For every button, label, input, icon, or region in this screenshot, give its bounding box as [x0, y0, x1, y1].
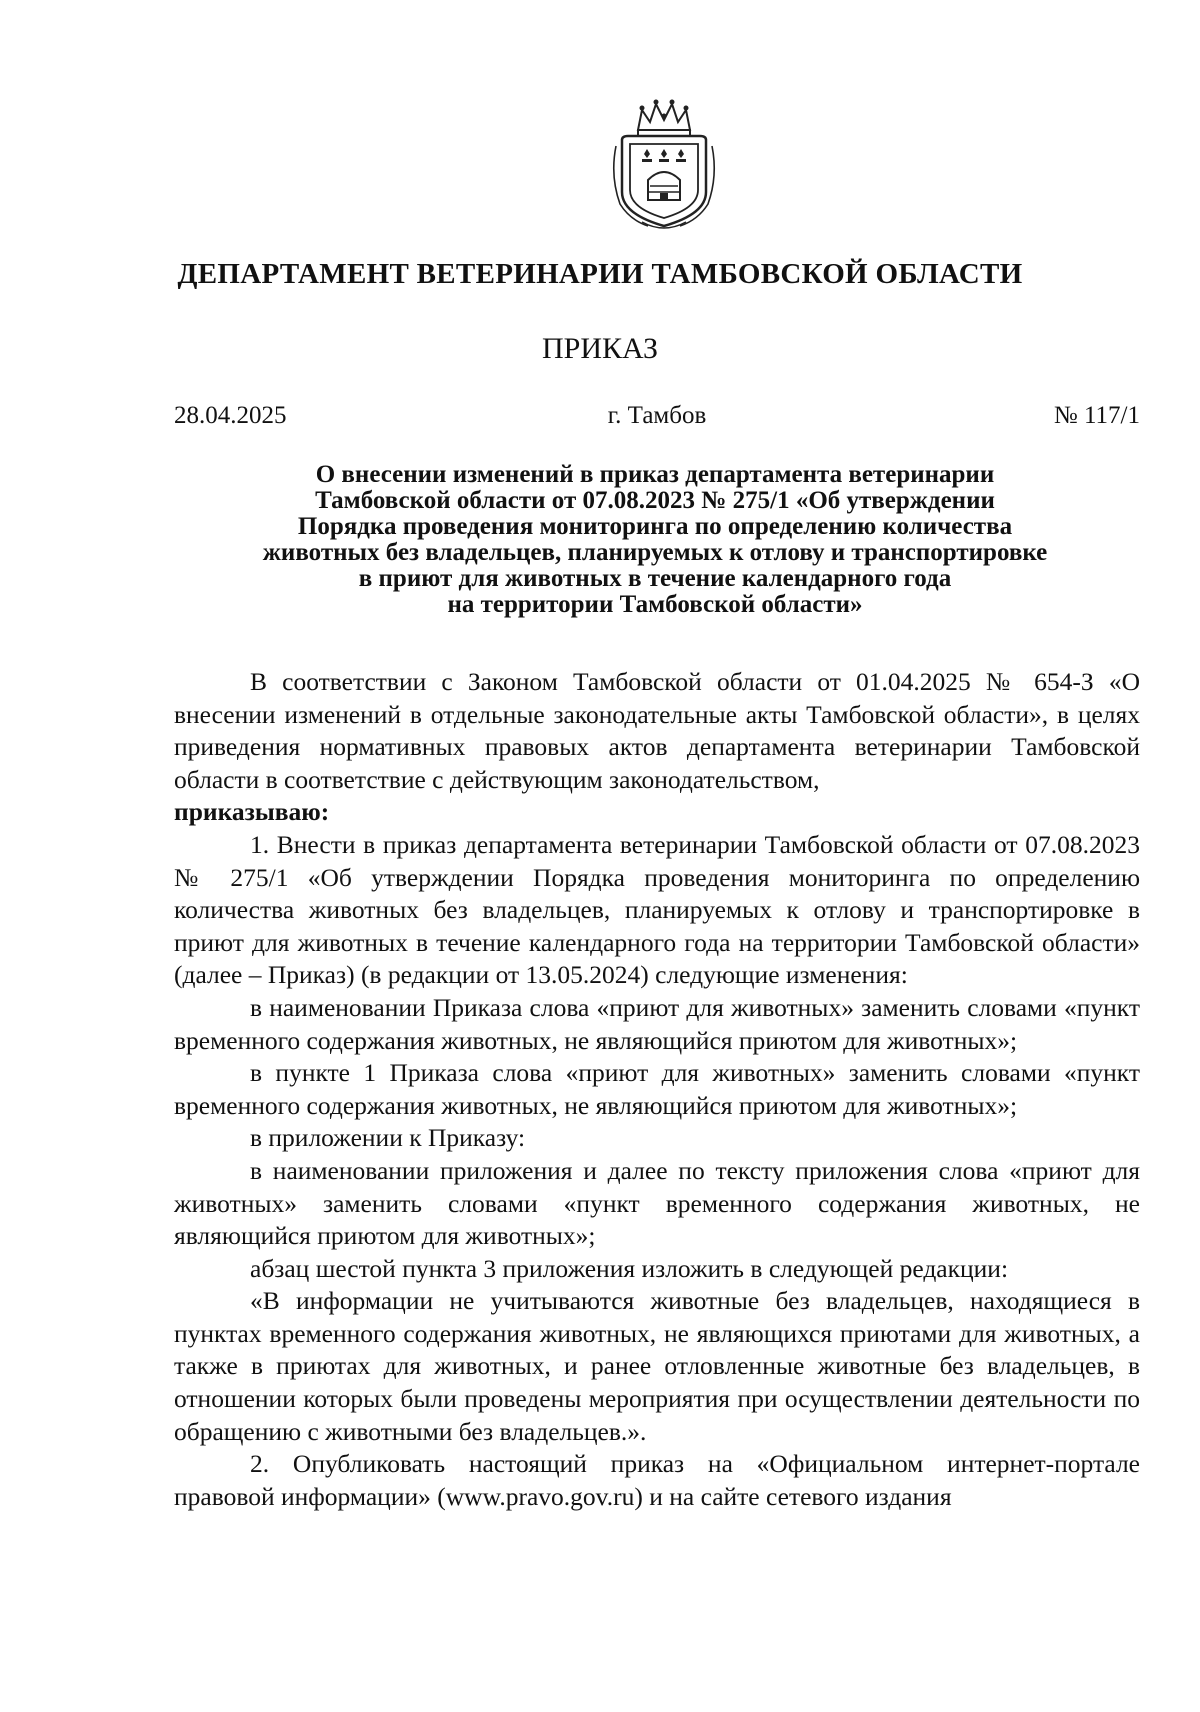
department-title: ДЕПАРТАМЕНТ ВЕТЕРИНАРИИ ТАМБОВСКОЙ ОБЛАСТИ: [177, 258, 1023, 290]
subject-line: Порядка проведения мониторинга по определению количества: [297, 513, 1013, 540]
document-subject: [170, 462, 1140, 618]
subject-line: животных без владельцев, планируемых к отлову и транспортировке: [262, 539, 1048, 566]
subject-line: на территории Тамбовской области»: [447, 591, 863, 618]
intro-paragraph: В соответствии с Законом Тамбовской области от 01.04.2025 № 654-З «О внесении изменений в отдельные законодательные акты Тамбовской области», в целях приведения нормативных правовых актов департамента ветеринарии Тамбовской области в соответствие с действующим законодательством,: [174, 667, 1140, 794]
subject-line: в приют для животных в течение календарного года: [358, 565, 952, 592]
body-paragraph: в наименовании Приказа слова «приют для животных» заменить словами «пункт временного содержания животных, не являющийся приютом для животных»;: [174, 992, 1140, 1055]
body-paragraph: 1. Внести в приказ департамента ветеринарии Тамбовской области от 07.08.2023 № 275/1 «Об утверждении Порядка проведения мониторинга по определению количества животных без владельцев, планируемых к отлову и транспортировке в приют для животных в течение календарного года на территории Тамбовской области» (далее – Приказ) (в редакции от 13.05.2024) следующие изменения:: [174, 829, 1140, 990]
coat-of-arms-icon: [608, 96, 720, 232]
document-date: 28.04.2025: [174, 402, 287, 429]
body-paragraph: в пункте 1 Приказа слова «приют для животных» заменить словами «пункт временного содержания животных, не являющийся приютом для животных»;: [174, 1058, 1140, 1120]
document-city: г. Тамбов: [607, 402, 707, 429]
body-paragraph: в наименовании приложения и далее по тексту приложения слова «приют для животных» заменить словами «пункт временного содержания животных, не являющийся приютом для животных»;: [174, 1155, 1140, 1251]
body-paragraph: 2. Опубликовать настоящий приказ на «Официальном интернет-портале правовой информации» (www.pravo.gov.ru) и на сайте сетевого издания: [174, 1449, 1140, 1511]
order-word-paragraph: [174, 796, 1140, 829]
document-number: № 117/1: [1053, 402, 1140, 429]
subject-line: Тамбовской области от 07.08.2023 № 275/1 «Об утверждении: [315, 487, 995, 514]
document-meta-row: [174, 402, 1140, 436]
body-paragraph: «В информации не учитываются животные без владельцев, находящиеся в пунктах временного содержания животных, не являющихся приютами для животных, а также в приютах для животных, и ранее отловленные животные без владельцев, в отношении которых были проведены мероприятия при осуществлении деятельности по обращению с животными без владельцев.».: [174, 1286, 1140, 1446]
document-body: [174, 666, 1140, 1513]
document-type: ПРИКАЗ: [542, 332, 658, 365]
order-word: приказываю:: [174, 797, 330, 827]
body-paragraph: абзац шестой пункта 3 приложения изложить в следующей редакции:: [250, 1253, 1009, 1283]
subject-line: О внесении изменений в приказ департамента ветеринарии: [315, 461, 995, 488]
body-paragraph: в приложении к Приказу:: [250, 1123, 526, 1153]
